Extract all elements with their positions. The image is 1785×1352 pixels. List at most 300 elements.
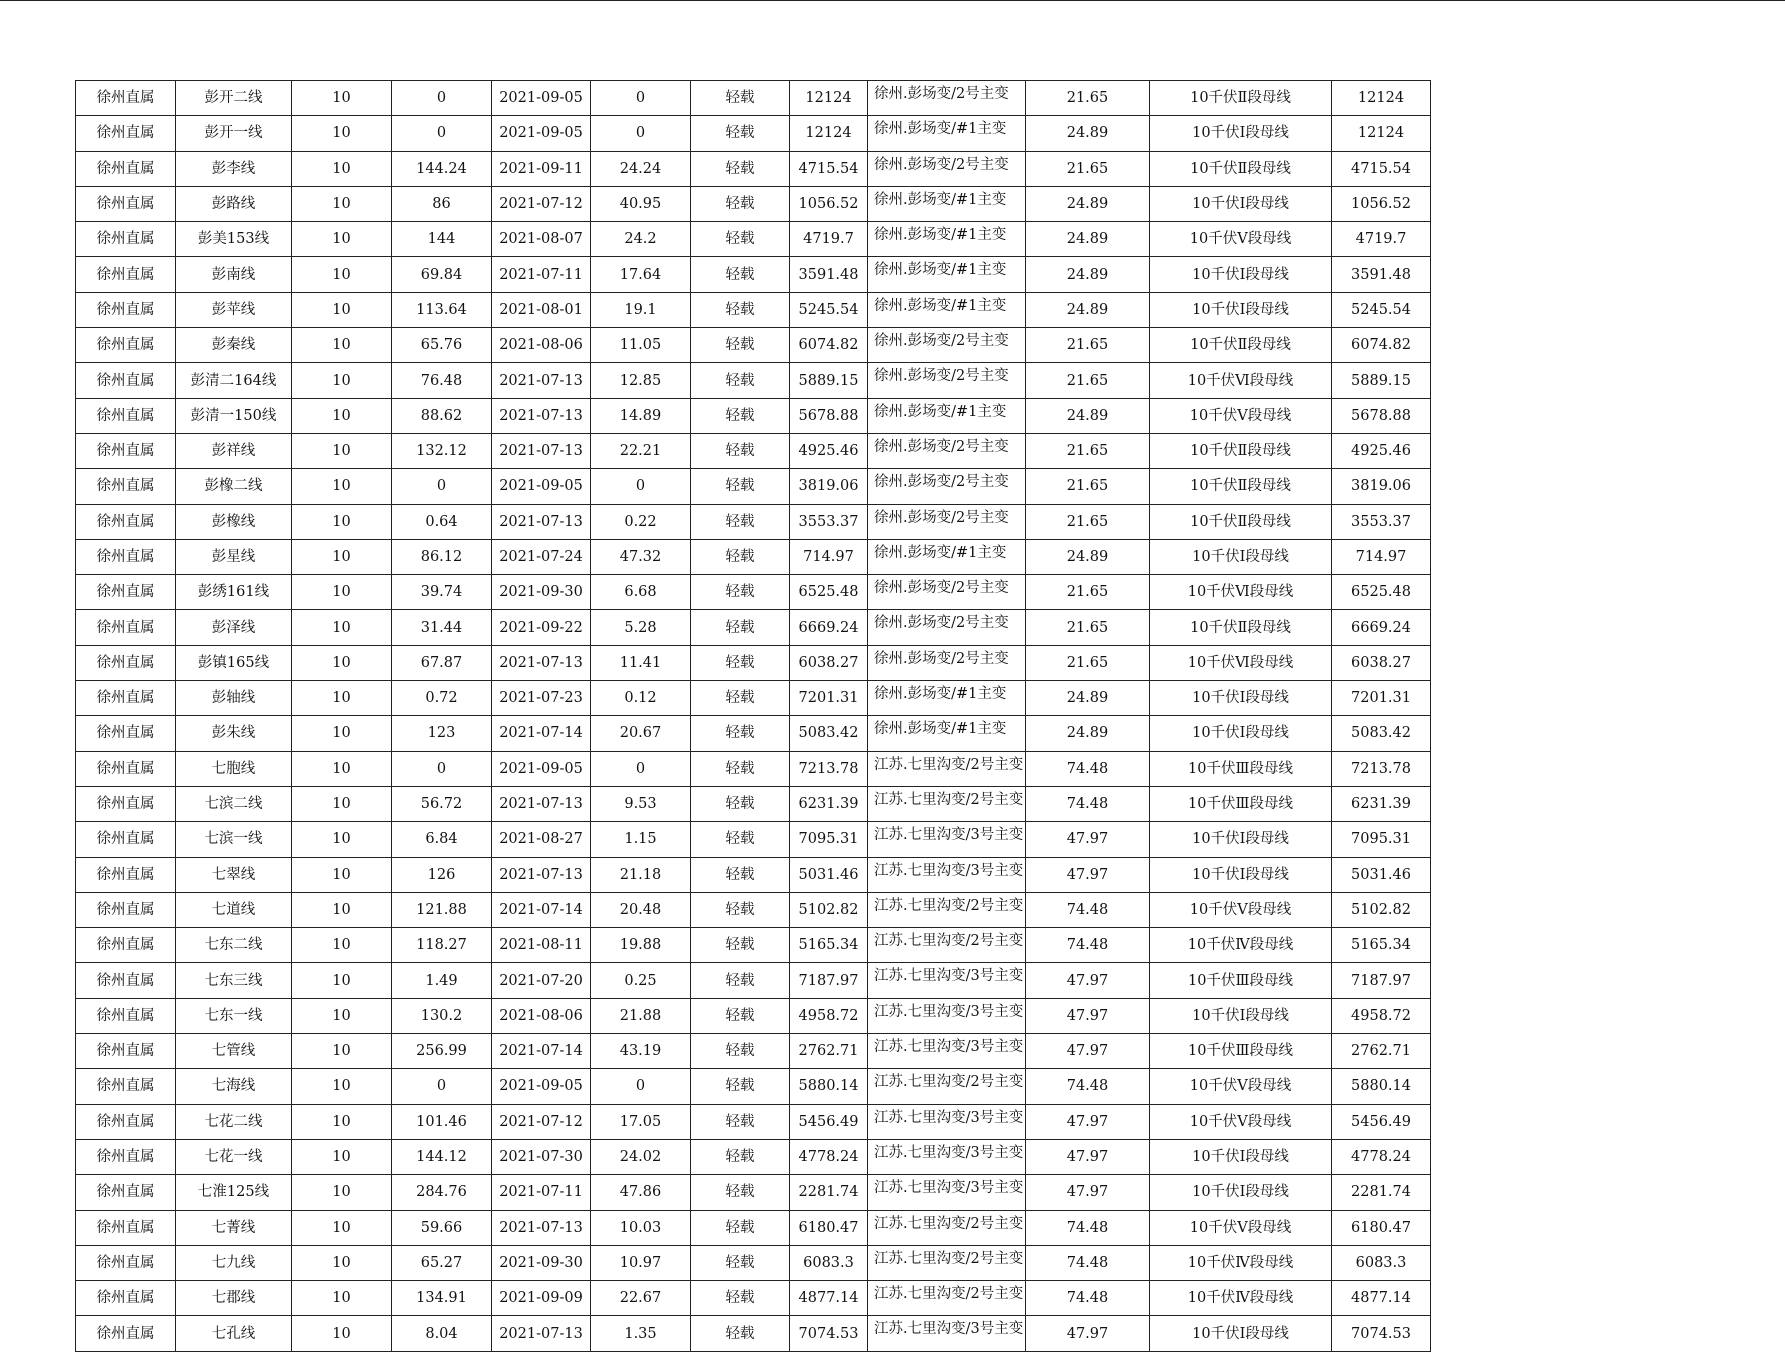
cell-line-name: 彭美153线 xyxy=(176,222,292,257)
cell-capacity: 6525.48 xyxy=(790,575,868,610)
cell-load-status: 轻载 xyxy=(691,257,790,292)
cell-capacity: 2762.71 xyxy=(790,1034,868,1069)
cell-voltage: 10 xyxy=(292,328,392,363)
cell-current: 65.76 xyxy=(392,328,492,363)
cell-capacity: 6074.82 xyxy=(790,328,868,363)
cell-date: 2021-07-13 xyxy=(492,398,591,433)
cell-load-status: 轻载 xyxy=(691,575,790,610)
cell-line-name: 彭秦线 xyxy=(176,328,292,363)
cell-bus-segment: 10千伏Ⅰ段母线 xyxy=(1150,539,1332,574)
cell-available-capacity: 4877.14 xyxy=(1332,1281,1431,1316)
cell-load-rate: 24.2 xyxy=(591,222,691,257)
table-row xyxy=(76,504,1431,539)
cell-substation-transformer: 徐州.彭场变/2号主变 xyxy=(868,645,1026,680)
cell-substation-transformer: 江苏.七里沟变/3号主变 xyxy=(868,1139,1026,1174)
cell-voltage: 10 xyxy=(292,398,392,433)
cell-company: 徐州直属 xyxy=(76,716,176,751)
cell-substation-transformer: 徐州.彭场变/#1主变 xyxy=(868,292,1026,327)
cell-available-capacity: 5083.42 xyxy=(1332,716,1431,751)
cell-company: 徐州直属 xyxy=(76,1034,176,1069)
cell-capacity: 4778.24 xyxy=(790,1139,868,1174)
cell-available-capacity: 5102.82 xyxy=(1332,892,1431,927)
cell-voltage: 10 xyxy=(292,504,392,539)
cell-load-rate: 24.24 xyxy=(591,151,691,186)
table-row xyxy=(76,645,1431,680)
table-row xyxy=(76,610,1431,645)
cell-load-rate: 1.15 xyxy=(591,822,691,857)
cell-load-rate: 43.19 xyxy=(591,1034,691,1069)
cell-bus-segment: 10千伏Ⅵ段母线 xyxy=(1150,645,1332,680)
cell-load-rate: 0 xyxy=(591,116,691,151)
cell-date: 2021-09-05 xyxy=(492,469,591,504)
cell-bus-segment: 10千伏Ⅰ段母线 xyxy=(1150,1139,1332,1174)
cell-substation-transformer: 江苏.七里沟变/2号主变 xyxy=(868,1245,1026,1280)
cell-date: 2021-09-05 xyxy=(492,116,591,151)
table-row xyxy=(76,998,1431,1033)
cell-available-capacity: 3553.37 xyxy=(1332,504,1431,539)
cell-substation-transformer: 徐州.彭场变/#1主变 xyxy=(868,398,1026,433)
cell-bus-segment: 10千伏Ⅰ段母线 xyxy=(1150,1316,1332,1351)
cell-voltage: 10 xyxy=(292,469,392,504)
cell-bus-segment: 10千伏Ⅰ段母线 xyxy=(1150,186,1332,221)
cell-bus-segment: 10千伏Ⅴ段母线 xyxy=(1150,1104,1332,1139)
cell-line-name: 彭苹线 xyxy=(176,292,292,327)
cell-company: 徐州直属 xyxy=(76,751,176,786)
cell-bus-segment: 10千伏Ⅳ段母线 xyxy=(1150,928,1332,963)
cell-capacity: 4925.46 xyxy=(790,433,868,468)
cell-load-rate: 0.25 xyxy=(591,963,691,998)
cell-date: 2021-07-13 xyxy=(492,1316,591,1351)
cell-date: 2021-07-11 xyxy=(492,1175,591,1210)
table-row xyxy=(76,1139,1431,1174)
cell-load-rate: 12.85 xyxy=(591,363,691,398)
cell-date: 2021-09-09 xyxy=(492,1281,591,1316)
cell-company: 徐州直属 xyxy=(76,328,176,363)
cell-transformer-load: 24.89 xyxy=(1026,292,1150,327)
cell-line-name: 彭橡线 xyxy=(176,504,292,539)
cell-company: 徐州直属 xyxy=(76,1139,176,1174)
cell-voltage: 10 xyxy=(292,1210,392,1245)
cell-line-name: 七东二线 xyxy=(176,928,292,963)
cell-load-status: 轻载 xyxy=(691,751,790,786)
cell-bus-segment: 10千伏Ⅲ段母线 xyxy=(1150,786,1332,821)
table-row xyxy=(76,1316,1431,1351)
cell-capacity: 6083.3 xyxy=(790,1245,868,1280)
cell-substation-transformer: 江苏.七里沟变/2号主变 xyxy=(868,1281,1026,1316)
cell-date: 2021-07-13 xyxy=(492,857,591,892)
table-row xyxy=(76,963,1431,998)
cell-company: 徐州直属 xyxy=(76,1316,176,1351)
cell-capacity: 5165.34 xyxy=(790,928,868,963)
cell-current: 0 xyxy=(392,469,492,504)
cell-load-status: 轻载 xyxy=(691,928,790,963)
cell-load-rate: 17.05 xyxy=(591,1104,691,1139)
cell-bus-segment: 10千伏Ⅱ段母线 xyxy=(1150,504,1332,539)
cell-capacity: 5678.88 xyxy=(790,398,868,433)
cell-date: 2021-07-23 xyxy=(492,681,591,716)
cell-load-status: 轻载 xyxy=(691,1104,790,1139)
cell-capacity: 6231.39 xyxy=(790,786,868,821)
cell-company: 徐州直属 xyxy=(76,928,176,963)
table-row xyxy=(76,892,1431,927)
cell-bus-segment: 10千伏Ⅳ段母线 xyxy=(1150,1281,1332,1316)
cell-load-rate: 0 xyxy=(591,751,691,786)
cell-load-status: 轻载 xyxy=(691,222,790,257)
cell-capacity: 5880.14 xyxy=(790,1069,868,1104)
cell-current: 284.76 xyxy=(392,1175,492,1210)
cell-substation-transformer: 江苏.七里沟变/2号主变 xyxy=(868,892,1026,927)
cell-bus-segment: 10千伏Ⅰ段母线 xyxy=(1150,116,1332,151)
cell-load-status: 轻载 xyxy=(691,116,790,151)
cell-substation-transformer: 江苏.七里沟变/2号主变 xyxy=(868,1210,1026,1245)
cell-bus-segment: 10千伏Ⅵ段母线 xyxy=(1150,363,1332,398)
cell-current: 69.84 xyxy=(392,257,492,292)
cell-company: 徐州直属 xyxy=(76,610,176,645)
cell-load-rate: 5.28 xyxy=(591,610,691,645)
cell-transformer-load: 21.65 xyxy=(1026,645,1150,680)
cell-transformer-load: 74.48 xyxy=(1026,786,1150,821)
cell-substation-transformer: 徐州.彭场变/#1主变 xyxy=(868,539,1026,574)
cell-bus-segment: 10千伏Ⅰ段母线 xyxy=(1150,1175,1332,1210)
cell-transformer-load: 47.97 xyxy=(1026,998,1150,1033)
cell-voltage: 10 xyxy=(292,1175,392,1210)
cell-company: 徐州直属 xyxy=(76,433,176,468)
cell-capacity: 3819.06 xyxy=(790,469,868,504)
cell-company: 徐州直属 xyxy=(76,257,176,292)
cell-date: 2021-07-13 xyxy=(492,504,591,539)
table-row xyxy=(76,469,1431,504)
cell-company: 徐州直属 xyxy=(76,1210,176,1245)
cell-date: 2021-07-12 xyxy=(492,1104,591,1139)
cell-date: 2021-07-13 xyxy=(492,363,591,398)
cell-date: 2021-08-06 xyxy=(492,328,591,363)
cell-transformer-load: 24.89 xyxy=(1026,539,1150,574)
cell-line-name: 七孔线 xyxy=(176,1316,292,1351)
cell-line-name: 七海线 xyxy=(176,1069,292,1104)
cell-transformer-load: 74.48 xyxy=(1026,1210,1150,1245)
cell-capacity: 12124 xyxy=(790,116,868,151)
cell-load-rate: 0 xyxy=(591,81,691,116)
cell-company: 徐州直属 xyxy=(76,222,176,257)
cell-substation-transformer: 徐州.彭场变/#1主变 xyxy=(868,116,1026,151)
cell-line-name: 七滨一线 xyxy=(176,822,292,857)
cell-company: 徐州直属 xyxy=(76,1104,176,1139)
table-body xyxy=(76,81,1431,1352)
cell-available-capacity: 3819.06 xyxy=(1332,469,1431,504)
cell-bus-segment: 10千伏Ⅳ段母线 xyxy=(1150,1245,1332,1280)
cell-line-name: 七道线 xyxy=(176,892,292,927)
cell-voltage: 10 xyxy=(292,822,392,857)
cell-current: 0 xyxy=(392,1069,492,1104)
cell-voltage: 10 xyxy=(292,151,392,186)
cell-line-name: 彭轴线 xyxy=(176,681,292,716)
cell-voltage: 10 xyxy=(292,1104,392,1139)
cell-substation-transformer: 江苏.七里沟变/2号主变 xyxy=(868,751,1026,786)
cell-available-capacity: 3591.48 xyxy=(1332,257,1431,292)
cell-available-capacity: 6083.3 xyxy=(1332,1245,1431,1280)
cell-company: 徐州直属 xyxy=(76,645,176,680)
cell-date: 2021-07-24 xyxy=(492,539,591,574)
cell-bus-segment: 10千伏Ⅴ段母线 xyxy=(1150,892,1332,927)
cell-load-status: 轻载 xyxy=(691,681,790,716)
cell-date: 2021-09-05 xyxy=(492,81,591,116)
cell-bus-segment: 10千伏Ⅰ段母线 xyxy=(1150,822,1332,857)
cell-load-status: 轻载 xyxy=(691,1316,790,1351)
cell-voltage: 10 xyxy=(292,81,392,116)
cell-load-status: 轻载 xyxy=(691,398,790,433)
cell-voltage: 10 xyxy=(292,539,392,574)
cell-company: 徐州直属 xyxy=(76,963,176,998)
table-row xyxy=(76,257,1431,292)
cell-line-name: 彭开一线 xyxy=(176,116,292,151)
cell-current: 0 xyxy=(392,116,492,151)
cell-available-capacity: 5880.14 xyxy=(1332,1069,1431,1104)
cell-transformer-load: 24.89 xyxy=(1026,398,1150,433)
cell-bus-segment: 10千伏Ⅱ段母线 xyxy=(1150,433,1332,468)
cell-line-name: 彭星线 xyxy=(176,539,292,574)
cell-load-status: 轻载 xyxy=(691,1281,790,1316)
cell-substation-transformer: 江苏.七里沟变/2号主变 xyxy=(868,928,1026,963)
cell-date: 2021-08-27 xyxy=(492,822,591,857)
cell-line-name: 彭南线 xyxy=(176,257,292,292)
cell-transformer-load: 21.65 xyxy=(1026,433,1150,468)
cell-substation-transformer: 江苏.七里沟变/3号主变 xyxy=(868,1316,1026,1351)
cell-substation-transformer: 徐州.彭场变/2号主变 xyxy=(868,504,1026,539)
cell-load-status: 轻载 xyxy=(691,186,790,221)
table-row xyxy=(76,292,1431,327)
table-row xyxy=(76,1104,1431,1139)
cell-capacity: 714.97 xyxy=(790,539,868,574)
cell-voltage: 10 xyxy=(292,1139,392,1174)
cell-line-name: 彭泽线 xyxy=(176,610,292,645)
cell-load-status: 轻载 xyxy=(691,645,790,680)
cell-substation-transformer: 徐州.彭场变/2号主变 xyxy=(868,328,1026,363)
cell-current: 101.46 xyxy=(392,1104,492,1139)
cell-transformer-load: 21.65 xyxy=(1026,610,1150,645)
cell-date: 2021-07-30 xyxy=(492,1139,591,1174)
cell-substation-transformer: 徐州.彭场变/2号主变 xyxy=(868,610,1026,645)
cell-capacity: 12124 xyxy=(790,81,868,116)
cell-capacity: 7201.31 xyxy=(790,681,868,716)
table-row xyxy=(76,81,1431,116)
cell-bus-segment: 10千伏Ⅰ段母线 xyxy=(1150,998,1332,1033)
cell-transformer-load: 74.48 xyxy=(1026,751,1150,786)
cell-date: 2021-08-11 xyxy=(492,928,591,963)
cell-transformer-load: 74.48 xyxy=(1026,1245,1150,1280)
cell-load-status: 轻载 xyxy=(691,151,790,186)
cell-bus-segment: 10千伏Ⅴ段母线 xyxy=(1150,1069,1332,1104)
cell-load-status: 轻载 xyxy=(691,1069,790,1104)
cell-voltage: 10 xyxy=(292,222,392,257)
cell-load-status: 轻载 xyxy=(691,539,790,574)
cell-company: 徐州直属 xyxy=(76,1069,176,1104)
cell-current: 144.12 xyxy=(392,1139,492,1174)
cell-available-capacity: 6038.27 xyxy=(1332,645,1431,680)
cell-date: 2021-07-12 xyxy=(492,186,591,221)
cell-capacity: 5083.42 xyxy=(790,716,868,751)
cell-available-capacity: 6525.48 xyxy=(1332,575,1431,610)
cell-substation-transformer: 江苏.七里沟变/2号主变 xyxy=(868,786,1026,821)
cell-load-status: 轻载 xyxy=(691,81,790,116)
cell-line-name: 七滨二线 xyxy=(176,786,292,821)
cell-current: 134.91 xyxy=(392,1281,492,1316)
cell-substation-transformer: 江苏.七里沟变/3号主变 xyxy=(868,1175,1026,1210)
cell-load-status: 轻载 xyxy=(691,328,790,363)
cell-load-rate: 19.1 xyxy=(591,292,691,327)
table-row xyxy=(76,151,1431,186)
cell-capacity: 3591.48 xyxy=(790,257,868,292)
cell-load-rate: 1.35 xyxy=(591,1316,691,1351)
cell-substation-transformer: 江苏.七里沟变/3号主变 xyxy=(868,822,1026,857)
cell-company: 徐州直属 xyxy=(76,504,176,539)
cell-load-status: 轻载 xyxy=(691,433,790,468)
table-row xyxy=(76,681,1431,716)
cell-substation-transformer: 徐州.彭场变/#1主变 xyxy=(868,186,1026,221)
table-row xyxy=(76,1210,1431,1245)
cell-company: 徐州直属 xyxy=(76,822,176,857)
cell-voltage: 10 xyxy=(292,186,392,221)
cell-voltage: 10 xyxy=(292,681,392,716)
cell-available-capacity: 7074.53 xyxy=(1332,1316,1431,1351)
cell-company: 徐州直属 xyxy=(76,1245,176,1280)
cell-transformer-load: 21.65 xyxy=(1026,151,1150,186)
cell-available-capacity: 6074.82 xyxy=(1332,328,1431,363)
cell-date: 2021-09-05 xyxy=(492,1069,591,1104)
cell-load-rate: 10.97 xyxy=(591,1245,691,1280)
cell-date: 2021-09-30 xyxy=(492,575,591,610)
cell-company: 徐州直属 xyxy=(76,1175,176,1210)
cell-substation-transformer: 江苏.七里沟变/3号主变 xyxy=(868,1104,1026,1139)
table-row xyxy=(76,1281,1431,1316)
cell-load-rate: 47.32 xyxy=(591,539,691,574)
cell-current: 0 xyxy=(392,81,492,116)
cell-company: 徐州直属 xyxy=(76,398,176,433)
cell-load-status: 轻载 xyxy=(691,363,790,398)
cell-bus-segment: 10千伏Ⅱ段母线 xyxy=(1150,81,1332,116)
cell-available-capacity: 7095.31 xyxy=(1332,822,1431,857)
cell-line-name: 七菁线 xyxy=(176,1210,292,1245)
cell-current: 67.87 xyxy=(392,645,492,680)
cell-bus-segment: 10千伏Ⅰ段母线 xyxy=(1150,257,1332,292)
cell-bus-segment: 10千伏Ⅰ段母线 xyxy=(1150,857,1332,892)
cell-date: 2021-07-13 xyxy=(492,645,591,680)
cell-current: 8.04 xyxy=(392,1316,492,1351)
cell-load-status: 轻载 xyxy=(691,1034,790,1069)
cell-load-rate: 22.67 xyxy=(591,1281,691,1316)
cell-line-name: 彭镇165线 xyxy=(176,645,292,680)
cell-transformer-load: 21.65 xyxy=(1026,469,1150,504)
cell-substation-transformer: 徐州.彭场变/2号主变 xyxy=(868,575,1026,610)
cell-date: 2021-07-13 xyxy=(492,1210,591,1245)
cell-voltage: 10 xyxy=(292,928,392,963)
cell-available-capacity: 12124 xyxy=(1332,81,1431,116)
cell-line-name: 七胞线 xyxy=(176,751,292,786)
cell-substation-transformer: 江苏.七里沟变/3号主变 xyxy=(868,963,1026,998)
cell-date: 2021-07-20 xyxy=(492,963,591,998)
cell-voltage: 10 xyxy=(292,963,392,998)
cell-transformer-load: 47.97 xyxy=(1026,1034,1150,1069)
cell-load-status: 轻载 xyxy=(691,610,790,645)
cell-bus-segment: 10千伏Ⅱ段母线 xyxy=(1150,151,1332,186)
cell-current: 6.84 xyxy=(392,822,492,857)
cell-transformer-load: 74.48 xyxy=(1026,1281,1150,1316)
cell-company: 徐州直属 xyxy=(76,681,176,716)
cell-line-name: 彭开二线 xyxy=(176,81,292,116)
cell-voltage: 10 xyxy=(292,433,392,468)
cell-date: 2021-08-06 xyxy=(492,998,591,1033)
cell-current: 126 xyxy=(392,857,492,892)
cell-load-rate: 0.12 xyxy=(591,681,691,716)
cell-load-rate: 14.89 xyxy=(591,398,691,433)
cell-company: 徐州直属 xyxy=(76,998,176,1033)
cell-bus-segment: 10千伏Ⅴ段母线 xyxy=(1150,1210,1332,1245)
table-row xyxy=(76,539,1431,574)
cell-date: 2021-07-13 xyxy=(492,786,591,821)
cell-voltage: 10 xyxy=(292,786,392,821)
cell-company: 徐州直属 xyxy=(76,292,176,327)
cell-load-rate: 6.68 xyxy=(591,575,691,610)
cell-load-rate: 24.02 xyxy=(591,1139,691,1174)
cell-current: 130.2 xyxy=(392,998,492,1033)
cell-substation-transformer: 徐州.彭场变/#1主变 xyxy=(868,716,1026,751)
cell-current: 56.72 xyxy=(392,786,492,821)
cell-capacity: 6038.27 xyxy=(790,645,868,680)
cell-capacity: 3553.37 xyxy=(790,504,868,539)
table-row xyxy=(76,786,1431,821)
cell-transformer-load: 21.65 xyxy=(1026,81,1150,116)
cell-company: 徐州直属 xyxy=(76,892,176,927)
cell-substation-transformer: 徐州.彭场变/#1主变 xyxy=(868,222,1026,257)
cell-company: 徐州直属 xyxy=(76,469,176,504)
cell-capacity: 7095.31 xyxy=(790,822,868,857)
cell-bus-segment: 10千伏Ⅰ段母线 xyxy=(1150,292,1332,327)
cell-bus-segment: 10千伏Ⅲ段母线 xyxy=(1150,1034,1332,1069)
table-row xyxy=(76,1245,1431,1280)
cell-line-name: 彭祥线 xyxy=(176,433,292,468)
cell-available-capacity: 4925.46 xyxy=(1332,433,1431,468)
cell-available-capacity: 4958.72 xyxy=(1332,998,1431,1033)
table-row xyxy=(76,186,1431,221)
cell-voltage: 10 xyxy=(292,716,392,751)
cell-capacity: 5245.54 xyxy=(790,292,868,327)
cell-voltage: 10 xyxy=(292,610,392,645)
cell-date: 2021-09-22 xyxy=(492,610,591,645)
cell-transformer-load: 24.89 xyxy=(1026,681,1150,716)
table-row xyxy=(76,1034,1431,1069)
cell-substation-transformer: 江苏.七里沟变/3号主变 xyxy=(868,857,1026,892)
table-row xyxy=(76,1175,1431,1210)
cell-capacity: 6180.47 xyxy=(790,1210,868,1245)
cell-available-capacity: 7213.78 xyxy=(1332,751,1431,786)
cell-available-capacity: 5678.88 xyxy=(1332,398,1431,433)
cell-available-capacity: 4715.54 xyxy=(1332,151,1431,186)
table-row xyxy=(76,928,1431,963)
cell-available-capacity: 5889.15 xyxy=(1332,363,1431,398)
cell-current: 76.48 xyxy=(392,363,492,398)
cell-transformer-load: 47.97 xyxy=(1026,963,1150,998)
table-row xyxy=(76,222,1431,257)
cell-date: 2021-08-07 xyxy=(492,222,591,257)
cell-load-status: 轻载 xyxy=(691,1210,790,1245)
cell-current: 123 xyxy=(392,716,492,751)
cell-capacity: 4877.14 xyxy=(790,1281,868,1316)
cell-line-name: 彭路线 xyxy=(176,186,292,221)
feeder-load-table xyxy=(75,80,1431,1352)
cell-current: 121.88 xyxy=(392,892,492,927)
cell-load-rate: 40.95 xyxy=(591,186,691,221)
cell-transformer-load: 47.97 xyxy=(1026,1104,1150,1139)
cell-voltage: 10 xyxy=(292,292,392,327)
